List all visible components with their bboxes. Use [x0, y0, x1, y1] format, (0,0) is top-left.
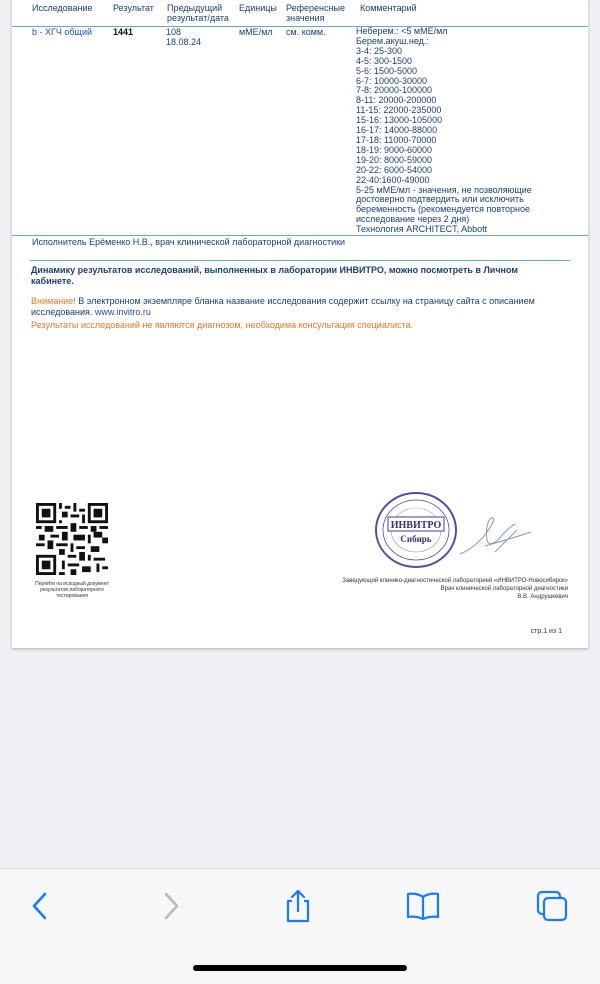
prev-result: 108 18.08.24 [166, 27, 202, 47]
head-signature-block: Заведующий клинико-диагностической лабораторией «ИНВИТРО-Новосибирск» Врач клинической лабораторной диагностики В.В. Андрушкевич [342, 578, 568, 600]
warning-note [31, 296, 576, 318]
result-value: 1441 [113, 27, 134, 37]
warning-text: В электронном экземпляре бланка название исследования содержит ссылку на страницу сайта с описанием исследования. [31, 296, 535, 317]
home-indicator[interactable] [193, 965, 407, 971]
back-button[interactable] [22, 889, 58, 923]
share-button[interactable] [280, 889, 316, 923]
qr-code[interactable] [36, 503, 108, 575]
reference: см. комм. [286, 27, 326, 37]
comment-line: 17-18: 11000-70000 [356, 134, 437, 145]
comment-line: 11-15: 22000-235000 [356, 105, 442, 116]
comment-line: 3-4: 25-300 [356, 45, 403, 56]
invitro-link[interactable]: www.invitro.ru [94, 307, 151, 317]
tabs-icon [535, 890, 569, 922]
units: мМЕ/мл [239, 27, 273, 37]
comment-line: 15-16: 13000-105000 [356, 115, 443, 126]
comment-line: Берем.акуш.нед.: [356, 35, 429, 46]
qr-caption: Перейти на исходный документ результатов лабораторного тестирования [35, 581, 109, 599]
comment-line: достоверно подтвердить или исключить [356, 194, 524, 205]
stamp [372, 490, 462, 570]
comment-line: исследование через 2 дня) [356, 214, 470, 225]
forward-button[interactable] [153, 889, 189, 923]
table-header [12, 0, 588, 27]
col-result: Результат [113, 3, 154, 13]
comment-line: беременность (рекомендуется повторное [356, 204, 530, 215]
col-prev: Предыдущий результат/дата [167, 3, 229, 23]
divider [30, 260, 570, 261]
comment-line: 16-17: 14000-88000 [356, 125, 438, 136]
comment-line: 8-11: 20000-200000 [356, 95, 437, 106]
executor: Исполнитель Ерёменко Н.В., врач клинической лабораторной диагностики [32, 237, 346, 247]
test-name-link[interactable]: b - ХГЧ общий [32, 27, 92, 37]
comment-line: 22-40:1600-49000 [356, 174, 430, 185]
comment-line: 20-22: 6000-54000 [356, 164, 433, 175]
disclaimer: Результаты исследований не являются диагнозом, необходима консультация специалиста. [31, 320, 414, 330]
tabs-button[interactable] [534, 889, 570, 923]
col-units: Единицы [239, 3, 277, 13]
warning-label: Внимание! [31, 296, 76, 306]
comment-line: Неберем.: <5 мМЕ/мл [356, 26, 448, 36]
bookmarks-button[interactable] [405, 889, 441, 923]
book-icon [405, 891, 441, 921]
comment-line: 7-8: 20000-100000 [356, 85, 433, 96]
chevron-right-icon [161, 891, 181, 921]
comment-line: 18-19: 9000-60000 [356, 144, 433, 155]
stamp-line1: ИНВИТРО [390, 520, 442, 531]
comment-line: 4-5: 300-1500 [356, 55, 413, 66]
comment-line: 19-20: 8000-59000 [356, 154, 433, 165]
col-comment: Комментарий [360, 3, 417, 13]
lab-report-page [12, 0, 588, 648]
share-icon [283, 889, 313, 923]
signature [455, 512, 535, 562]
dynamics-note: Динамику результатов исследований, выполненных в лаборатории ИНВИТРО, можно посмотреть в Личном кабинете. [31, 265, 519, 286]
comment-block [356, 27, 532, 235]
col-ref: Референсные значения [286, 3, 345, 23]
comment-line: 6-7: 10000-30000 [356, 75, 428, 86]
chevron-left-icon [30, 891, 50, 921]
comment-line: Технология ARCHITECT, Abbott [356, 224, 488, 235]
col-test: Исследование [32, 3, 93, 13]
comment-line: 5-6: 1500-5000 [356, 65, 418, 76]
comment-line: 5-25 мМЕ/мл - значения, не позволяющие [356, 184, 532, 195]
page-number: стр.1 из 1 [530, 628, 562, 635]
divider [12, 235, 588, 236]
stamp-line2: Сибирь [400, 534, 432, 544]
